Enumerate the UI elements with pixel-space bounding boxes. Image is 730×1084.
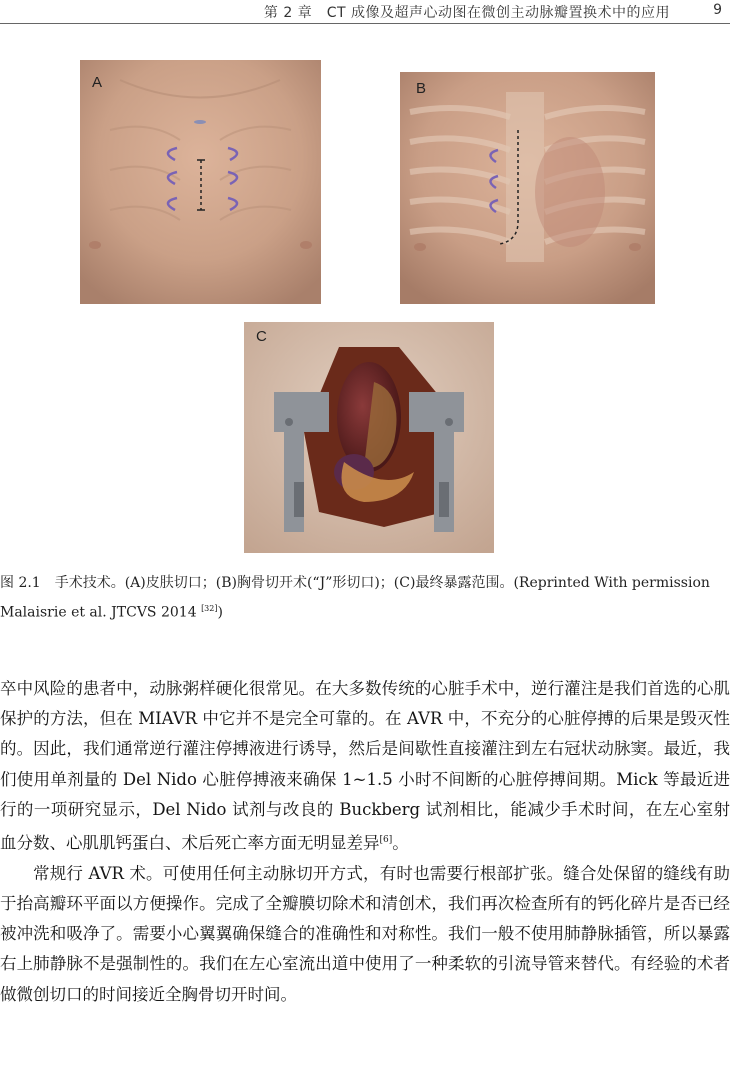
- paragraph-1-reference: [6]: [379, 835, 393, 846]
- header-rule: [0, 23, 730, 24]
- figure-2-1: [80, 60, 655, 553]
- chapter-title: 第 2 章 CT 成像及超声心动图在微创主动脉瓣置换术中的应用: [263, 5, 670, 21]
- panel-c-illustration: [244, 322, 494, 553]
- running-header: [0, 0, 730, 24]
- paragraph-1: [0, 674, 730, 859]
- panel-label: B: [416, 80, 427, 97]
- caption-end: ): [217, 604, 223, 621]
- panel-a-illustration: [80, 60, 321, 304]
- panel-b-illustration: [400, 72, 655, 304]
- panel-c-exposure: [244, 322, 494, 553]
- page-number: 9: [713, 2, 722, 18]
- caption-reference: [32]: [201, 604, 218, 613]
- panel-b-sternotomy: [400, 72, 655, 304]
- panel-label: C: [256, 328, 267, 345]
- caption-text: 图 2.1 手术技术。(A)皮肤切口；(B)胸骨切开术(“J”形切口)；(C)最终暴露范围。(Reprinted With permission Malaisrie et al. JTCVS 2014: [0, 575, 710, 621]
- paragraph-1-end: 。: [392, 833, 409, 853]
- panel-a-skin-incision: [80, 60, 321, 304]
- figure-caption: [0, 570, 728, 626]
- paragraph-2: 常规行 AVR 术。可使用任何主动脉切开方式，有时也需要行根部扩张。缝合处保留的缝线有助于抬高瓣环平面以方便操作。完成了全瓣膜切除术和清创术，我们再次检查所有的钙化碎片是否已经被冲洗和吸净了。需要小心翼翼确保缝合的准确性和对称性。我们一般不使用肺静脉插管，所以暴露右上肺静脉不是强制性的。我们在左心室流出道中使用了一种柔软的引流导管来替代。有经验的术者做微创切口的时间接近全胸骨切开时间。: [0, 863, 730, 1004]
- panel-label: A: [92, 74, 103, 91]
- body-text: [0, 674, 730, 1010]
- paragraph-1-text: 卒中风险的患者中，动脉粥样硬化很常见。在大多数传统的心脏手术中，逆行灌注是我们首选的心肌保护的方法，但在 MIAVR 中它并不是完全可靠的。在 AVR 中，不充分的心脏停搏的后果是毁灭性的。因此，我们通常逆行灌注停搏液进行诱导，然后是间歇性直接灌注到左右冠状动脉窦。最近，我们使用单剂量的 Del Nido 心脏停搏液来确保 1~1.5 小时不间断的心脏停搏间期。Mick 等最近进行的一项研究显示，Del Nido 试剂与改良的 Buckberg 试剂相比，能减少手术时间，在左心室射血分数、心肌肌钙蛋白、术后死亡率方面无明显差异: [0, 679, 730, 853]
